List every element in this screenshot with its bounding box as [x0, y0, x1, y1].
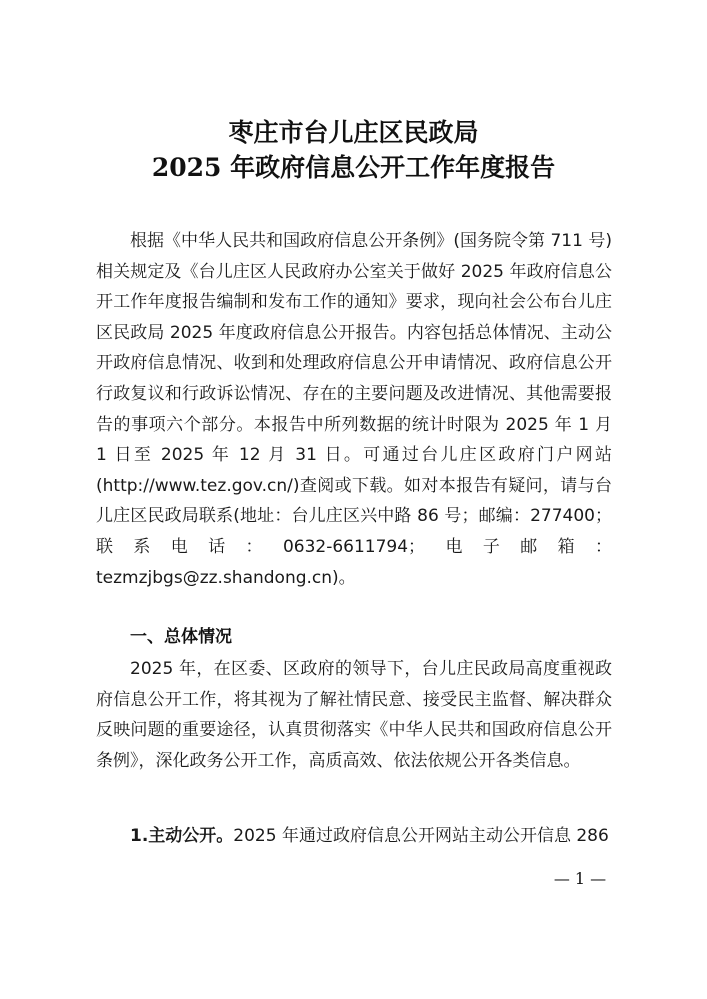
section1-heading: 一、总体情况: [130, 627, 232, 647]
page-number: — 1 —: [553, 869, 607, 888]
section1-paragraph: 2025 年，在区委、区政府的领导下，台儿庄民政局高度重视政府信息公开工作，将其视为了解社情民意、接受民主监督、解决群众反映问题的重要途径，认真贯彻落实《中华人民共和国政府信息公开条例》，深化政务公开工作，高质高效、依法依规公开各类信息。: [96, 659, 612, 771]
document-title-line1: 枣庄市台儿庄区民政局: [228, 118, 479, 147]
item1-text: 2025 年通过政府信息公开网站主动公开信息 286: [233, 826, 609, 846]
item1-label: 1.主动公开。: [130, 826, 234, 846]
document-title-line2: 2025 年政府信息公开工作年度报告: [151, 153, 556, 182]
intro-paragraph: 根据《中华人民共和国政府信息公开条例》(国务院令第 711 号)相关规定及《台儿庄区人民政府办公室关于做好 2025 年政府信息公开工作年度报告编制和发布工作的通知》要求，现向社会公布台儿庄区民政局 2025 年度政府信息公开报告。内容包括总体情况、主动公开政府信息情况、收到和处理政府信息公开申请情况、政府信息公开行政复议和行政诉讼情况、存在的主要问题及改进情况、其他需要报告的事项六个部分。本报告中所列数据的统计时限为 2025 年 1 月 1 日至 2025 年 12 月 31 日。可通过台儿庄区政府门户网站(http://www.tez.gov.cn/)查阅或下载。如对本报告有疑问，请与台儿庄区民政局联系(地址：台儿庄区兴中路 86 号；邮编：277400；联系电话：0632-6611794；电子邮箱：tezmzjbgs@zz.shandong.cn)。: [96, 231, 612, 588]
item1-paragraph: [96, 821, 612, 852]
